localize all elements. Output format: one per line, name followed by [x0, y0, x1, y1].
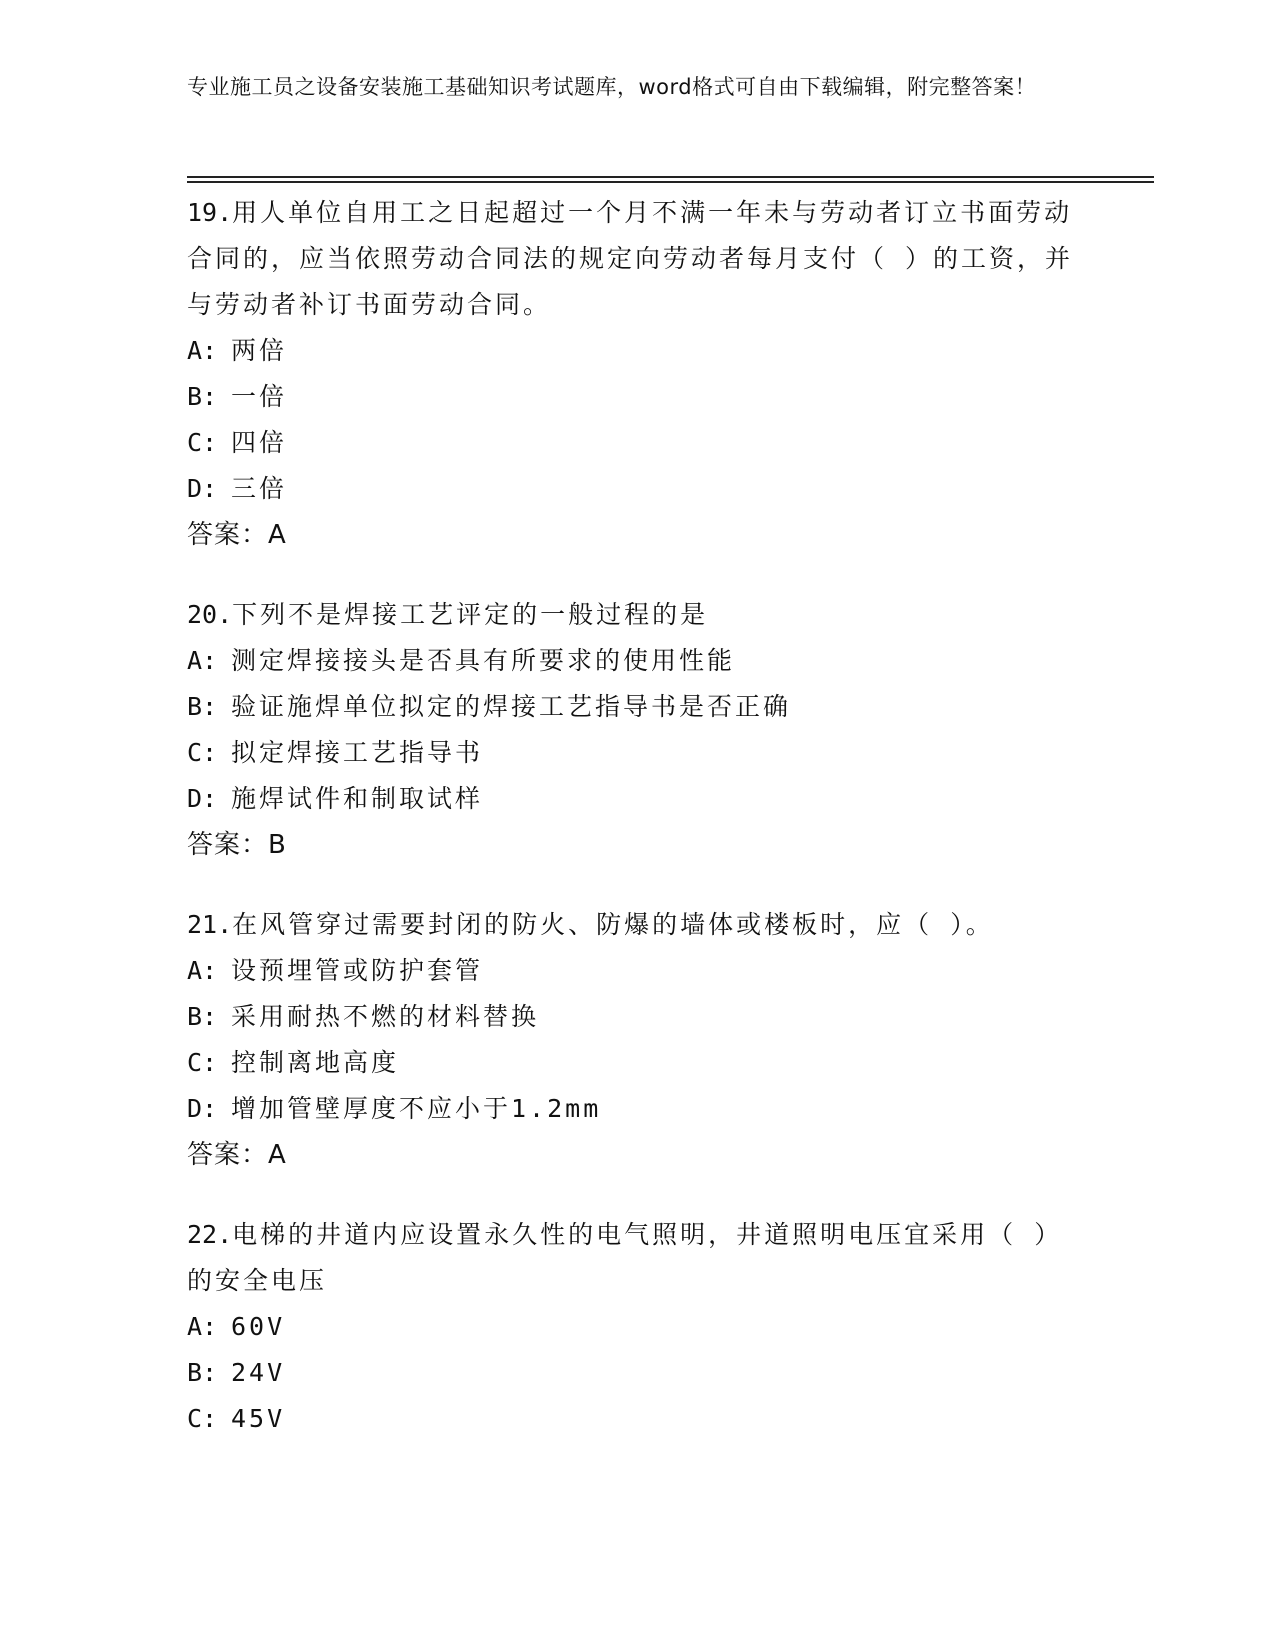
- question-19: [187, 190, 1087, 558]
- option-text: 24V: [231, 1358, 286, 1387]
- option-text: 采用耐热不燃的材料替换: [231, 1002, 540, 1031]
- question-22: [187, 1212, 1087, 1442]
- option-d: [187, 776, 1087, 822]
- option-text: 一倍: [231, 382, 288, 411]
- option-c: [187, 730, 1087, 776]
- option-text: 45V: [231, 1404, 286, 1433]
- option-c: [187, 1396, 1087, 1442]
- question-stem: 电梯的井道内应设置永久性的电气照明，井道照明电压宜采用（ ）的安全电压: [187, 1220, 1063, 1295]
- option-a: [187, 1304, 1087, 1350]
- option-b: [187, 1350, 1087, 1396]
- header-divider-bottom: [187, 181, 1154, 183]
- option-d: [187, 1086, 1087, 1132]
- option-b: [187, 374, 1087, 420]
- option-text: 四倍: [231, 428, 288, 457]
- answer-line: 答案：A: [187, 1140, 287, 1170]
- option-a: [187, 948, 1087, 994]
- option-text: 60V: [231, 1312, 286, 1341]
- option-letter: B:: [187, 1358, 218, 1387]
- question-stem: 下列不是焊接工艺评定的一般过程的是: [232, 600, 709, 629]
- document-header: 专业施工员之设备安装施工基础知识考试题库，word格式可自由下载编辑，附完整答案！: [187, 75, 1037, 99]
- option-b: [187, 684, 1087, 730]
- question-text: [187, 190, 1087, 328]
- answer-line: 答案：A: [187, 520, 287, 550]
- option-letter: D:: [187, 474, 218, 503]
- question-list: [187, 190, 1087, 1476]
- question-stem: 用人单位自用工之日起超过一个月不满一年未与劳动者订立书面劳动合同的，应当依照劳动合同法的规定向劳动者每月支付（ ）的工资，并与劳动者补订书面劳动合同。: [187, 198, 1074, 319]
- option-letter: B:: [187, 692, 218, 721]
- option-letter: C:: [187, 1404, 218, 1433]
- option-letter: A:: [187, 336, 218, 365]
- option-d: [187, 466, 1087, 512]
- option-text: 施焊试件和制取试样: [231, 784, 484, 813]
- header-divider-top: [187, 176, 1154, 178]
- option-text: 设预埋管或防护套管: [231, 956, 484, 985]
- option-c: [187, 1040, 1087, 1086]
- option-b: [187, 994, 1087, 1040]
- option-letter: A:: [187, 956, 218, 985]
- option-letter: C:: [187, 1048, 218, 1077]
- option-letter: B:: [187, 1002, 218, 1031]
- answer-line: 答案：B: [187, 830, 287, 860]
- option-letter: A:: [187, 1312, 218, 1341]
- question-text: [187, 592, 1087, 638]
- option-text: 验证施焊单位拟定的焊接工艺指导书是否正确: [231, 692, 792, 721]
- option-letter: D:: [187, 784, 218, 813]
- option-text: 控制离地高度: [231, 1048, 400, 1077]
- option-letter: D:: [187, 1094, 218, 1123]
- question-21: [187, 902, 1087, 1178]
- option-letter: C:: [187, 428, 218, 457]
- option-c: [187, 420, 1087, 466]
- option-letter: B:: [187, 382, 218, 411]
- option-a: [187, 328, 1087, 374]
- question-number: 22.: [187, 1220, 233, 1249]
- option-a: [187, 638, 1087, 684]
- question-text: [187, 1212, 1087, 1304]
- question-text: [187, 902, 1087, 948]
- option-text: 拟定焊接工艺指导书: [231, 738, 484, 767]
- option-letter: A:: [187, 646, 218, 675]
- question-number: 21.: [187, 910, 233, 939]
- question-number: 19.: [187, 198, 233, 227]
- option-letter: C:: [187, 738, 218, 767]
- option-text: 测定焊接接头是否具有所要求的使用性能: [231, 646, 736, 675]
- question-20: [187, 592, 1087, 868]
- question-number: 20.: [187, 600, 233, 629]
- option-text: 两倍: [231, 336, 288, 365]
- option-text: 增加管壁厚度不应小于1.2mm: [231, 1094, 602, 1123]
- question-stem: 在风管穿过需要封闭的防火、防爆的墙体或楼板时，应（ ）。: [232, 910, 994, 939]
- option-text: 三倍: [231, 474, 288, 503]
